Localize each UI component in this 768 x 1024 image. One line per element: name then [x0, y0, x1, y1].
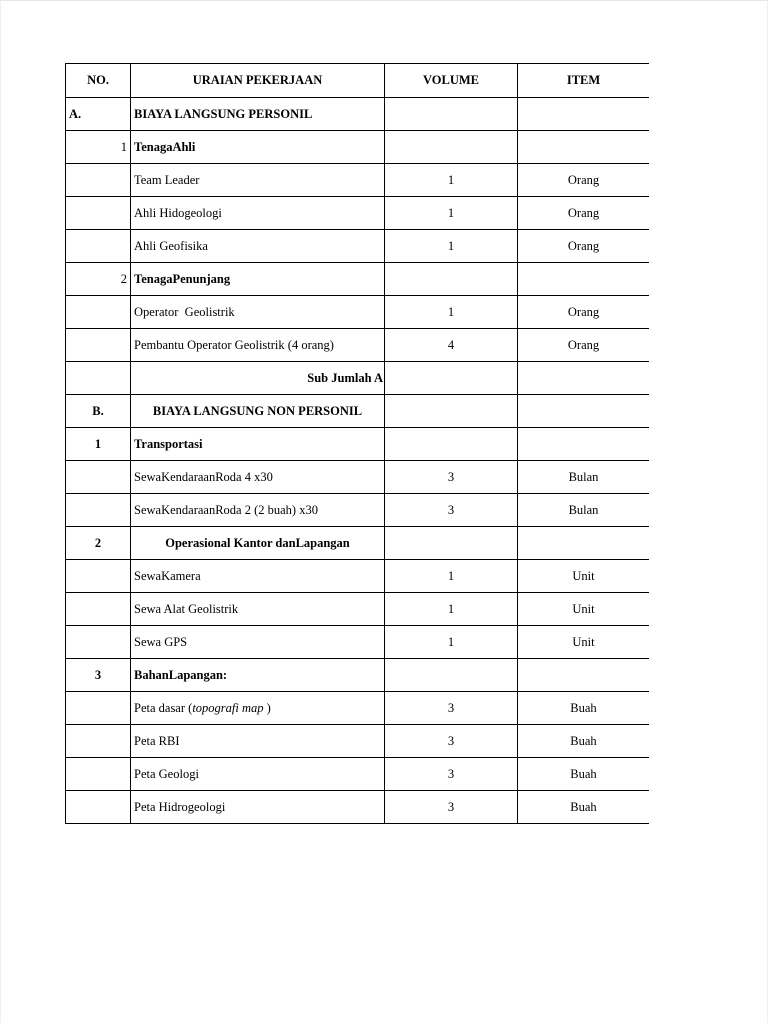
row-no: 2	[66, 527, 131, 560]
table-row	[66, 230, 650, 263]
table-row	[66, 659, 650, 692]
row-no: 2	[66, 263, 131, 296]
row-item	[518, 527, 650, 560]
row-no	[66, 230, 131, 263]
row-item: Unit	[518, 593, 650, 626]
row-item: Orang	[518, 329, 650, 362]
header-description: URAIAN PEKERJAAN	[131, 64, 385, 98]
row-description: Operasional Kantor danLapangan	[131, 527, 385, 560]
row-description: Sewa GPS	[131, 626, 385, 659]
table-row	[66, 527, 650, 560]
row-description: Peta Geologi	[131, 758, 385, 791]
header-no: NO.	[66, 64, 131, 98]
table-row	[66, 263, 650, 296]
row-item	[518, 395, 650, 428]
desc-end-text: )	[263, 700, 271, 715]
table-row	[66, 395, 650, 428]
row-item	[518, 98, 650, 131]
row-volume: 1	[385, 230, 518, 263]
row-description: Team Leader	[131, 164, 385, 197]
row-description: Peta Hidrogeologi	[131, 791, 385, 824]
desc-text: Peta dasar (	[134, 700, 193, 715]
row-item	[518, 263, 650, 296]
row-volume	[385, 527, 518, 560]
row-no	[66, 758, 131, 791]
table-row	[66, 494, 650, 527]
table-row	[66, 626, 650, 659]
cost-table	[65, 63, 649, 824]
row-description: TenagaAhli	[131, 131, 385, 164]
row-description	[131, 692, 385, 725]
row-no	[66, 329, 131, 362]
row-volume: 3	[385, 692, 518, 725]
row-item: Orang	[518, 230, 650, 263]
row-no: 1	[66, 428, 131, 461]
row-no	[66, 791, 131, 824]
row-item: Buah	[518, 692, 650, 725]
row-item: Bulan	[518, 494, 650, 527]
table-row	[66, 758, 650, 791]
row-no: B.	[66, 395, 131, 428]
row-item	[518, 362, 650, 395]
row-item: Orang	[518, 164, 650, 197]
row-volume: 3	[385, 791, 518, 824]
row-description: BahanLapangan:	[131, 659, 385, 692]
row-volume	[385, 659, 518, 692]
row-no	[66, 692, 131, 725]
row-description: Pembantu Operator Geolistrik (4 orang)	[131, 329, 385, 362]
table-row	[66, 692, 650, 725]
row-no	[66, 197, 131, 230]
table-row	[66, 164, 650, 197]
row-description: Transportasi	[131, 428, 385, 461]
row-item: Buah	[518, 758, 650, 791]
table-row	[66, 197, 650, 230]
row-description: SewaKendaraanRoda 4 x30	[131, 461, 385, 494]
row-item	[518, 428, 650, 461]
row-volume: 1	[385, 560, 518, 593]
row-item: Bulan	[518, 461, 650, 494]
row-no	[66, 296, 131, 329]
table-row	[66, 131, 650, 164]
table-row	[66, 461, 650, 494]
row-no	[66, 725, 131, 758]
header-item: ITEM	[518, 64, 650, 98]
subtotal-label: Sub Jumlah A	[131, 362, 385, 395]
table-row	[66, 428, 650, 461]
row-volume	[385, 263, 518, 296]
row-item: Unit	[518, 626, 650, 659]
row-item: Buah	[518, 725, 650, 758]
row-description: Ahli Geofisika	[131, 230, 385, 263]
row-volume: 3	[385, 461, 518, 494]
header-volume: VOLUME	[385, 64, 518, 98]
row-item: Unit	[518, 560, 650, 593]
row-item: Orang	[518, 197, 650, 230]
row-volume: 1	[385, 164, 518, 197]
row-volume: 1	[385, 626, 518, 659]
desc-italic-text: topografi map	[192, 700, 264, 715]
row-no: A.	[66, 98, 131, 131]
row-volume: 1	[385, 593, 518, 626]
row-description: BIAYA LANGSUNG NON PERSONIL	[131, 395, 385, 428]
cost-table-container	[65, 63, 649, 852]
subtotal-row	[66, 362, 650, 395]
row-no	[66, 494, 131, 527]
row-no	[66, 560, 131, 593]
row-volume: 3	[385, 494, 518, 527]
row-description: BIAYA LANGSUNG PERSONIL	[131, 98, 385, 131]
table-header-row	[66, 64, 650, 98]
row-volume	[385, 362, 518, 395]
table-row	[66, 560, 650, 593]
table-row	[66, 593, 650, 626]
row-no: 1	[66, 131, 131, 164]
row-volume	[385, 98, 518, 131]
row-description: Peta RBI	[131, 725, 385, 758]
row-description: SewaKamera	[131, 560, 385, 593]
row-no	[66, 461, 131, 494]
row-volume: 3	[385, 725, 518, 758]
row-description: Sewa Alat Geolistrik	[131, 593, 385, 626]
row-no	[66, 362, 131, 395]
table-row	[66, 329, 650, 362]
row-volume: 1	[385, 197, 518, 230]
row-no: 3	[66, 659, 131, 692]
row-volume	[385, 428, 518, 461]
row-volume: 3	[385, 758, 518, 791]
row-item	[518, 659, 650, 692]
row-no	[66, 593, 131, 626]
row-no	[66, 626, 131, 659]
row-item: Orang	[518, 296, 650, 329]
row-item	[518, 131, 650, 164]
table-row	[66, 98, 650, 131]
row-description: SewaKendaraanRoda 2 (2 buah) x30	[131, 494, 385, 527]
row-no	[66, 164, 131, 197]
table-row	[66, 791, 650, 824]
row-item: Buah	[518, 791, 650, 824]
row-volume	[385, 131, 518, 164]
row-description: Operator Geolistrik	[131, 296, 385, 329]
table-row	[66, 296, 650, 329]
row-volume: 1	[385, 296, 518, 329]
row-description: TenagaPenunjang	[131, 263, 385, 296]
row-volume	[385, 395, 518, 428]
row-description: Ahli Hidogeologi	[131, 197, 385, 230]
row-volume: 4	[385, 329, 518, 362]
table-row	[66, 725, 650, 758]
